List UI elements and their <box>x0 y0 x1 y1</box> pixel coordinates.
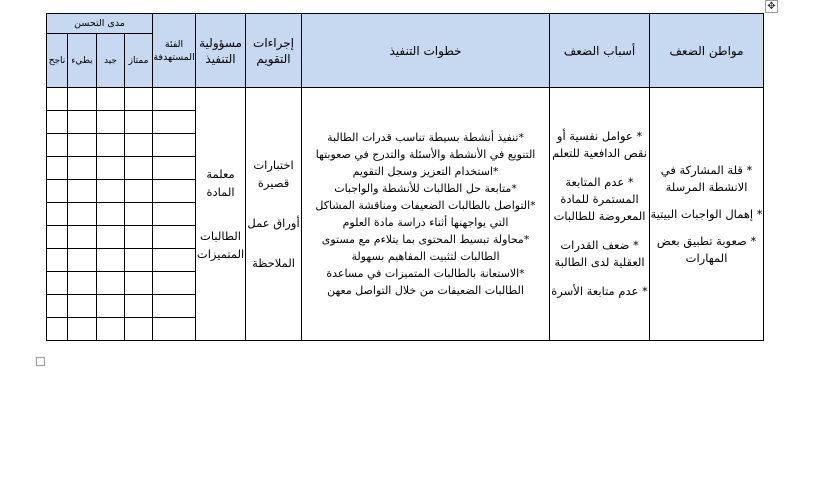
header-weakness-causes: أسباب الضعف <box>550 14 650 88</box>
header-evaluation-procedures: إجراءات التقويم <box>246 14 302 88</box>
rating-cell[interactable] <box>125 272 153 295</box>
table-move-handle[interactable]: ✥ <box>765 0 778 13</box>
rating-cell[interactable] <box>68 249 97 272</box>
rating-cell[interactable] <box>97 272 125 295</box>
rating-cell[interactable] <box>125 157 153 180</box>
rating-cell[interactable] <box>125 249 153 272</box>
rating-cell[interactable] <box>47 180 68 203</box>
header-target-category: الفئة المستهدفة <box>153 14 196 88</box>
procedure-observation: الملاحظة <box>252 256 295 270</box>
rating-cell[interactable] <box>97 134 125 157</box>
rating-cell[interactable] <box>125 203 153 226</box>
header-execution-steps: خطوات التنفيذ <box>302 14 550 88</box>
procedure-short-tests: اختبارات قصيرة <box>253 158 294 190</box>
header-execution-officials: مسؤولية التنفيذ <box>196 14 246 88</box>
rating-cell[interactable] <box>47 111 68 134</box>
header-improvement-range: مدى التحسن <box>47 14 153 34</box>
weakness-item: * قلة المشاركة في الانشطة المرسلة <box>660 162 753 194</box>
rating-cell[interactable] <box>68 157 97 180</box>
rating-cell[interactable] <box>47 88 68 111</box>
target-category-cell[interactable] <box>153 180 196 203</box>
rating-cell[interactable] <box>68 318 97 341</box>
rating-cell[interactable] <box>68 272 97 295</box>
rating-cell[interactable] <box>125 134 153 157</box>
step-line: التي يواجهنها أثناء دراسة مادة العلوم <box>342 216 509 229</box>
rating-cell[interactable] <box>68 111 97 134</box>
rating-cell[interactable] <box>68 226 97 249</box>
rating-cell[interactable] <box>68 88 97 111</box>
rating-cell[interactable] <box>125 180 153 203</box>
rating-cell[interactable] <box>47 134 68 157</box>
rating-cell[interactable] <box>125 111 153 134</box>
target-category-cell[interactable] <box>153 134 196 157</box>
rating-cell[interactable] <box>125 318 153 341</box>
rating-cell[interactable] <box>125 88 153 111</box>
cause-item: * عدم متابعة الأسرة <box>551 284 648 298</box>
level-good: جيد <box>97 34 125 88</box>
step-line: *التواصل بالطالبات الضعيفات ومناقشة المشاكل <box>315 199 536 212</box>
weakness-item: * صعوبة تطبيق بعض المهارات <box>656 233 757 265</box>
rating-cell[interactable] <box>68 134 97 157</box>
target-category-cell[interactable] <box>153 157 196 180</box>
rating-cell[interactable] <box>47 272 68 295</box>
rating-cell[interactable] <box>68 295 97 318</box>
weakness-causes-cell <box>550 88 650 341</box>
level-excellent: ممتاز <box>125 34 153 88</box>
step-line: الطالبات لتثبيت المفاهيم بسهولة <box>351 250 500 263</box>
level-successful: ناجح <box>47 34 68 88</box>
step-line: *محاولة تبسيط المحتوى بما يتلاءم مع مستوى <box>321 233 530 246</box>
level-slow: بطيء <box>68 34 97 88</box>
execution-officials-cell <box>196 88 246 341</box>
target-category-cell[interactable] <box>153 111 196 134</box>
rating-cell[interactable] <box>125 295 153 318</box>
header-weakness-areas: مواطن الضعف <box>650 14 764 88</box>
rating-cell[interactable] <box>97 318 125 341</box>
remedial-plan-table <box>46 13 764 341</box>
rating-cell[interactable] <box>47 157 68 180</box>
target-category-cell[interactable] <box>153 318 196 341</box>
rating-cell[interactable] <box>97 249 125 272</box>
official-subject-teacher: معلمة المادة <box>206 167 235 199</box>
rating-cell[interactable] <box>97 203 125 226</box>
rating-cell[interactable] <box>97 226 125 249</box>
rating-cell[interactable] <box>125 226 153 249</box>
table-resize-handle[interactable] <box>36 357 45 366</box>
target-category-cell[interactable] <box>153 88 196 111</box>
rating-cell[interactable] <box>97 157 125 180</box>
step-line: *الاستعانة بالطالبات المتميزات في مساعدة <box>326 267 525 280</box>
weakness-areas-cell <box>650 88 764 341</box>
rating-cell[interactable] <box>68 203 97 226</box>
step-line: الطالبات الضعيفات من خلال التواصل معهن <box>327 284 524 297</box>
target-category-cell[interactable] <box>153 203 196 226</box>
target-category-cell[interactable] <box>153 295 196 318</box>
evaluation-procedures-cell <box>246 88 302 341</box>
step-line: *استخدام التعزيز وسجل التقويم <box>352 165 499 178</box>
step-line: التنويع في الأنشطة والأسئلة والتدرج في صعوبتها <box>315 148 536 161</box>
execution-steps-cell <box>302 88 550 341</box>
cause-item: * ضعف القدرات العقلية لدى الطالبة <box>554 238 645 269</box>
official-distinguished-students: الطالبات المتميزات <box>196 229 245 261</box>
rating-cell[interactable] <box>47 249 68 272</box>
rating-cell[interactable] <box>97 295 125 318</box>
weakness-item: * إهمال الواجبات البيتية <box>650 206 763 221</box>
rating-cell[interactable] <box>97 111 125 134</box>
cause-item: * عدم المتابعة المستمرة للمادة المعروضة للطالبات <box>553 175 646 223</box>
rating-cell[interactable] <box>47 295 68 318</box>
target-category-cell[interactable] <box>153 249 196 272</box>
step-line: *متابعة حل الطالبات للأنشطة والواجبات <box>334 182 517 195</box>
target-category-cell[interactable] <box>153 226 196 249</box>
step-line: *تنفيذ أنشطة بسيطة تناسب قدرات الطالبة <box>327 131 524 144</box>
rating-cell[interactable] <box>97 88 125 111</box>
cause-item: * عوامل نفسية أو نقص الدافعية للتعلم <box>552 129 647 160</box>
procedure-worksheets: أوراق عمل <box>247 216 300 230</box>
target-category-cell[interactable] <box>153 272 196 295</box>
rating-cell[interactable] <box>47 203 68 226</box>
rating-cell[interactable] <box>47 318 68 341</box>
rating-cell[interactable] <box>68 180 97 203</box>
rating-cell[interactable] <box>97 180 125 203</box>
rating-cell[interactable] <box>47 226 68 249</box>
